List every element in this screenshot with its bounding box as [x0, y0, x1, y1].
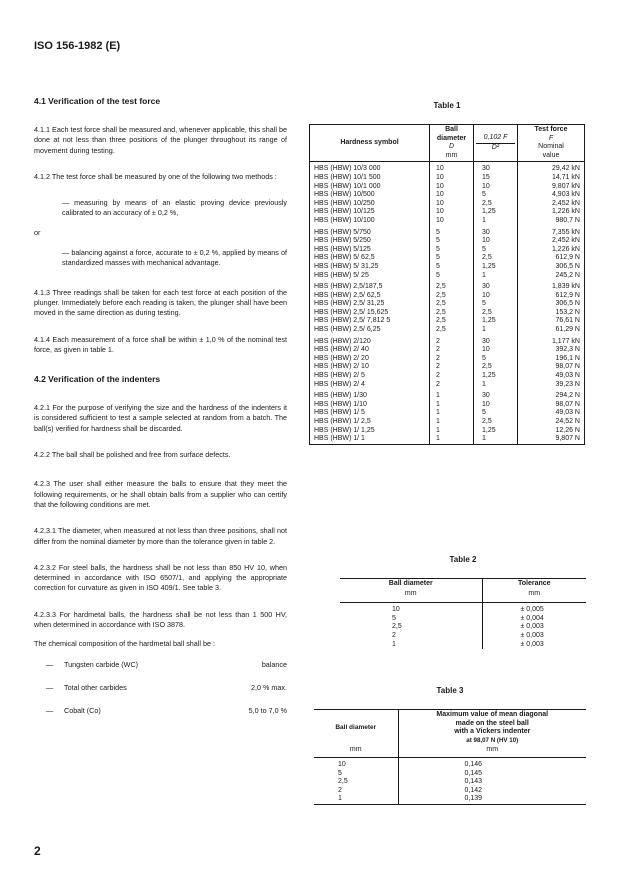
table-3-row — [314, 787, 586, 796]
table-2-header-ball-diameter: Ball diameter — [340, 579, 482, 590]
force-ratio-cell: 15 — [474, 174, 518, 183]
ball-diameter-cell: 2 — [430, 346, 474, 355]
ball-diameter-cell: 10 — [430, 183, 474, 192]
chem-dash: — — [46, 659, 54, 669]
table-1-row — [310, 309, 585, 318]
hardness-symbol-cell: HBS (HBW) 10/250 — [310, 200, 430, 209]
ball-diameter-cell: 2,5 — [314, 778, 398, 787]
force-ratio-cell: 10 — [474, 346, 518, 355]
force-ratio-cell: 1 — [474, 435, 518, 444]
hardness-symbol-cell: HBS (HBW) 10/3 000 — [310, 162, 430, 174]
ball-diameter-cell: 2 — [430, 355, 474, 364]
method-balancing-force: — balancing against a force, accurate to ± 0,2 %, applied by means of standardized masses with mechanical advantage. — [62, 248, 287, 268]
ball-diameter-cell: 5 — [430, 272, 474, 281]
chem-value: balance — [261, 659, 287, 669]
hardness-symbol-cell: HBS (HBW) 1/ 1,25 — [310, 427, 430, 436]
hardness-symbol-cell: HBS (HBW) 5/ 62,5 — [310, 254, 430, 263]
test-force-cell: 29,42 kN — [518, 162, 585, 174]
table-2-body — [340, 603, 586, 649]
table-2-row — [340, 632, 586, 641]
force-ratio-cell: 10 — [474, 237, 518, 246]
ball-diameter-cell: 2,5 — [430, 309, 474, 318]
table-1-row — [310, 292, 585, 301]
max-diagonal-cell: 0,145 — [464, 769, 483, 777]
hardness-symbol-cell: HBS (HBW) 5/750 — [310, 226, 430, 238]
max-header-line: made on the steel ball — [455, 719, 529, 727]
ball-diameter-cell: 10 — [430, 208, 474, 217]
table-2-unit-tolerance: mm — [482, 590, 586, 603]
table-2-row — [340, 641, 586, 650]
force-ratio-cell: 30 — [474, 335, 518, 347]
force-ratio-cell: 1,25 — [474, 317, 518, 326]
hardness-symbol-cell: HBS (HBW) 1/10 — [310, 401, 430, 410]
test-force-cell: 196,1 N — [518, 355, 585, 364]
hardness-symbol-cell: HBS (HBW) 2/ 10 — [310, 363, 430, 372]
chem-name: Tungsten carbide (WC) — [64, 659, 139, 669]
force-ratio-cell: 2,5 — [474, 200, 518, 209]
test-force-cell: 14,71 kN — [518, 174, 585, 183]
hardness-symbol-cell: HBS (HBW) 1/ 2,5 — [310, 418, 430, 427]
ball-diameter-cell: 10 — [430, 162, 474, 174]
max-header-line: Maximum value of mean diagonal — [436, 711, 549, 718]
ball-diameter-cell: 5 — [430, 226, 474, 238]
force-header-line: Test force — [534, 126, 568, 133]
table-1-row — [310, 326, 585, 335]
test-force-cell: 61,29 N — [518, 326, 585, 335]
test-force-cell: 76,61 N — [518, 317, 585, 326]
force-ratio-cell: 30 — [474, 226, 518, 238]
ball-diameter-cell: 5 — [314, 770, 398, 779]
test-force-cell: 1,226 kN — [518, 246, 585, 255]
ball-diameter-cell: 2,5 — [340, 623, 482, 632]
max-header-line: with a Vickers indenter — [454, 728, 531, 736]
test-force-cell: 612,9 N — [518, 292, 585, 301]
test-force-cell: 306,5 N — [518, 300, 585, 309]
hardness-symbol-cell: HBS (HBW) 1/30 — [310, 389, 430, 401]
test-force-cell: 9,807 kN — [518, 183, 585, 192]
paragraph-4-1-4: 4.1.4 Each measurement of a force shall be within ± 1,0 % of the nominal test force, as given in table 1. — [34, 334, 287, 354]
tolerance-cell: ± 0,003 — [520, 640, 544, 648]
section-4-2-heading: 4.2 Verification of the indenters — [34, 374, 161, 385]
ball-header-line: diameter — [436, 134, 467, 142]
ball-diameter-cell: 2 — [430, 372, 474, 381]
table-2 — [340, 578, 586, 649]
table-3-unit-diameter: mm — [314, 746, 398, 757]
force-ratio-cell: 5 — [474, 300, 518, 309]
test-force-cell: 1,177 kN — [518, 335, 585, 347]
table-1-header-ratio — [474, 125, 518, 162]
max-diagonal-cell: 0,143 — [464, 778, 483, 786]
force-ratio-cell: 5 — [474, 246, 518, 255]
hardness-symbol-cell: HBS (HBW) 2/ 5 — [310, 372, 430, 381]
ball-diameter-cell: 2 — [314, 787, 398, 796]
table-1-row — [310, 272, 585, 281]
paragraph-4-2-3-3: 4.2.3.3 For hardmetal balls, the hardness shall be not less than 1 500 HV, when determined in accordance with ISO 3878. — [34, 609, 287, 630]
ball-diameter-cell: 1 — [340, 641, 482, 650]
table-3-row — [314, 778, 586, 787]
ball-diameter-cell: 10 — [430, 217, 474, 226]
paragraph-4-1-2: 4.1.2 The test force shall be measured by one of the following two methods : — [34, 171, 277, 181]
force-ratio-cell: 1,25 — [474, 263, 518, 272]
table-1-row — [310, 418, 585, 427]
chem-name: Cobalt (Co) — [64, 705, 101, 715]
test-force-cell: 12,26 N — [518, 427, 585, 436]
force-ratio-cell: 1 — [474, 381, 518, 390]
test-force-cell: 2,452 kN — [518, 237, 585, 246]
ball-diameter-cell: 2,5 — [430, 317, 474, 326]
table-3-header-max-diagonal — [398, 710, 586, 747]
test-force-cell: 98,07 N — [518, 401, 585, 410]
ball-diameter-cell: 10 — [430, 200, 474, 209]
method-or: or — [34, 227, 41, 237]
ball-diameter-cell: 5 — [430, 254, 474, 263]
table-1-row — [310, 226, 585, 238]
ball-header-unit: mm — [445, 151, 458, 159]
chem-name: Total other carbides — [64, 682, 127, 692]
hardness-symbol-cell: HBS (HBW) 10/1 500 — [310, 174, 430, 183]
paragraph-4-1-1: 4.1.1 Each test force shall be measured and, whenever applicable, this shall be done at not less than three positions of the plunger throughout its range of movement during testing. — [34, 125, 287, 155]
force-ratio-cell: 2,5 — [474, 363, 518, 372]
chem-dash: — — [46, 682, 54, 692]
hardness-symbol-cell: HBS (HBW) 2,5/ 31,25 — [310, 300, 430, 309]
force-ratio-cell: 2,5 — [474, 309, 518, 318]
hardness-symbol-cell: HBS (HBW) 10/125 — [310, 208, 430, 217]
method-elastic-proving-device: — measuring by means of an elastic proving device previously calibrated to an accuracy of ± 0,2 %, — [62, 198, 287, 218]
hardness-symbol-cell: HBS (HBW) 5/125 — [310, 246, 430, 255]
force-ratio-cell: 1,25 — [474, 372, 518, 381]
ball-diameter-cell: 1 — [430, 435, 474, 444]
page-number: 2 — [34, 844, 41, 858]
table-1-row — [310, 183, 585, 192]
table-2-header-tolerance: Tolerance — [517, 580, 551, 587]
ball-diameter-cell: 1 — [430, 389, 474, 401]
force-ratio-cell: 1 — [474, 217, 518, 226]
ball-diameter-cell: 2,5 — [430, 326, 474, 335]
test-force-cell: 49,03 N — [518, 409, 585, 418]
ratio-denominator: D² — [491, 143, 500, 151]
table-1-row — [310, 435, 585, 444]
table-1-row — [310, 280, 585, 292]
test-force-cell: 392,3 N — [518, 346, 585, 355]
force-ratio-cell: 2,5 — [474, 254, 518, 263]
test-force-cell: 49,03 N — [518, 372, 585, 381]
table-1-row — [310, 409, 585, 418]
hardness-symbol-cell: HBS (HBW) 2,5/187,5 — [310, 280, 430, 292]
force-ratio-cell: 2,5 — [474, 418, 518, 427]
table-3-row — [314, 757, 586, 769]
ball-diameter-cell: 1 — [430, 418, 474, 427]
ball-diameter-cell: 2 — [340, 632, 482, 641]
test-force-cell: 1,226 kN — [518, 208, 585, 217]
force-ratio-cell: 1 — [474, 326, 518, 335]
paragraph-4-2-1: 4.2.1 For the purpose of verifying the size and the hardness of the indenters it is considered sufficient to test a sample selected at random from a batch. The ball(s) verified for hardness shall be discarded. — [34, 403, 287, 433]
table-1-body — [310, 162, 585, 444]
hardness-symbol-cell: HBS (HBW) 10/500 — [310, 191, 430, 200]
ball-diameter-cell: 10 — [430, 174, 474, 183]
force-ratio-cell: 5 — [474, 355, 518, 364]
ball-diameter-cell: 2,5 — [430, 292, 474, 301]
ball-diameter-cell: 10 — [430, 191, 474, 200]
max-diagonal-cell: 0,142 — [464, 786, 483, 794]
ball-diameter-cell: 1 — [314, 795, 398, 804]
table-1-row — [310, 174, 585, 183]
left-column — [34, 96, 287, 716]
paragraph-4-2-2: 4.2.2 The ball shall be polished and free from surface defects. — [34, 450, 231, 460]
max-diagonal-cell: 0,139 — [464, 795, 483, 803]
force-ratio-cell: 1,25 — [474, 208, 518, 217]
table-1-row — [310, 401, 585, 410]
table-1-row — [310, 372, 585, 381]
test-force-cell: 2,452 kN — [518, 200, 585, 209]
paragraph-4-2-3-1: 4.2.3.1 The diameter, when measured at not less than three positions, shall not differ from the nominal diameter by more than the tolerance given in table 2. — [34, 526, 287, 546]
force-ratio-cell: 30 — [474, 162, 518, 174]
test-force-cell: 612,9 N — [518, 254, 585, 263]
tolerance-cell: ± 0,003 — [520, 631, 544, 639]
table-1-row — [310, 162, 585, 174]
table-1-row — [310, 200, 585, 209]
ball-diameter-cell: 10 — [340, 603, 482, 615]
chem-row — [34, 660, 287, 670]
force-ratio-cell: 30 — [474, 280, 518, 292]
table-1-row — [310, 335, 585, 347]
hardness-symbol-cell: HBS (HBW) 2/ 40 — [310, 346, 430, 355]
ball-diameter-cell: 5 — [430, 263, 474, 272]
test-force-cell: 4,903 kN — [518, 191, 585, 200]
table-1-header-hardness-symbol: Hardness symbol — [310, 125, 430, 162]
paragraph-4-2-3-2: 4.2.3.2 For steel balls, the hardness shall be not less than 850 HV 10, when determined in accordance with ISO 6507/1, and applying the appropriate correction for curvature as given in ISO 409/1. See table 3. — [34, 562, 287, 593]
force-ratio-cell: 10 — [474, 183, 518, 192]
ball-diameter-cell: 5 — [430, 246, 474, 255]
test-force-cell: 7,355 kN — [518, 226, 585, 238]
document-header: ISO 156-1982 (E) — [34, 40, 121, 52]
ball-diameter-cell: 1 — [430, 401, 474, 410]
ball-header-symbol: D — [448, 143, 455, 151]
chem-value: 5,0 to 7,0 % — [248, 705, 287, 715]
ball-diameter-cell: 2 — [430, 335, 474, 347]
hardness-symbol-cell: HBS (HBW) 2,5/ 62,5 — [310, 292, 430, 301]
table-3 — [314, 709, 586, 805]
test-force-cell: 39,23 N — [518, 381, 585, 390]
test-force-cell: 24,52 N — [518, 418, 585, 427]
chemical-composition-intro: The chemical composition of the hardmetal ball shall be : — [34, 639, 215, 649]
hardness-symbol-cell: HBS (HBW) 2,5/ 6,25 — [310, 326, 430, 335]
hardness-symbol-cell: HBS (HBW) 5/ 25 — [310, 272, 430, 281]
table-1-row — [310, 217, 585, 226]
chem-row — [34, 706, 287, 716]
table-3-row — [314, 795, 586, 804]
table-2-row — [340, 615, 586, 624]
table-2-title: Table 2 — [449, 555, 477, 564]
table-3-unit-max: mm — [398, 746, 586, 757]
ball-diameter-cell: 2,5 — [430, 280, 474, 292]
force-header-line: value — [542, 151, 560, 159]
chem-row — [34, 683, 287, 693]
table-3-header-ball-diameter: Ball diameter — [314, 710, 398, 747]
table-1-row — [310, 427, 585, 436]
max-diagonal-cell: 0,146 — [464, 760, 483, 768]
table-2-row — [340, 603, 586, 615]
ball-diameter-cell: 1 — [430, 409, 474, 418]
test-force-cell: 98,07 N — [518, 363, 585, 372]
chem-value: 2,0 % max. — [251, 682, 287, 692]
ball-diameter-cell: 10 — [314, 757, 398, 769]
test-force-cell: 153,2 N — [518, 309, 585, 318]
hardness-symbol-cell: HBS (HBW) 5/ 31,25 — [310, 263, 430, 272]
chem-dash: — — [46, 705, 54, 715]
table-1-row — [310, 389, 585, 401]
hardness-symbol-cell: HBS (HBW) 1/ 1 — [310, 435, 430, 444]
table-2-row — [340, 623, 586, 632]
test-force-cell: 294,2 N — [518, 389, 585, 401]
table-1-header-ball-diameter — [430, 125, 474, 162]
force-ratio-cell: 10 — [474, 292, 518, 301]
ball-diameter-cell: 2 — [430, 381, 474, 390]
table-1-row — [310, 317, 585, 326]
paragraph-4-1-3: 4.1.3 Three readings shall be taken for each test force at each position of the plunger. Immediately before each reading is taken, the plunger shall have been moved in the same direction as during testing. — [34, 287, 287, 318]
ball-diameter-cell: 5 — [340, 615, 482, 624]
paragraph-4-2-3: 4.2.3 The user shall either measure the balls to ensure that they meet the following requirements, or he shall obtain balls from a supplier who can certify that the following conditions are met. — [34, 479, 287, 509]
tolerance-cell: ± 0,003 — [520, 623, 544, 631]
force-ratio-cell: 1,25 — [474, 427, 518, 436]
section-4-1-heading: 4.1 Verification of the test force — [34, 96, 161, 106]
table-1-row — [310, 246, 585, 255]
ball-diameter-cell: 5 — [430, 237, 474, 246]
test-force-cell: 980,7 N — [518, 217, 585, 226]
force-ratio-cell: 5 — [474, 409, 518, 418]
table-1-row — [310, 381, 585, 390]
table-1-row — [310, 263, 585, 272]
table-3-body — [314, 757, 586, 804]
table-1-row — [310, 363, 585, 372]
table-1-row — [310, 346, 585, 355]
table-3-row — [314, 770, 586, 779]
ball-diameter-cell: 2,5 — [430, 300, 474, 309]
table-1-title: Table 1 — [433, 101, 461, 110]
table-1-row — [310, 237, 585, 246]
test-force-cell: 306,5 N — [518, 263, 585, 272]
table-2-unit-diameter: mm — [340, 590, 482, 603]
hardness-symbol-cell: HBS (HBW) 2,5/ 7,812 5 — [310, 317, 430, 326]
force-ratio-cell: 1 — [474, 272, 518, 281]
hardness-symbol-cell: HBS (HBW) 1/ 5 — [310, 409, 430, 418]
ball-header-line: Ball — [445, 126, 458, 133]
test-force-cell: 245,2 N — [518, 272, 585, 281]
test-force-cell: 1,839 kN — [518, 280, 585, 292]
force-ratio-cell: 10 — [474, 401, 518, 410]
test-force-cell: 9,807 N — [518, 435, 585, 444]
table-1-row — [310, 208, 585, 217]
table-3-title: Table 3 — [436, 686, 464, 695]
table-1-row — [310, 191, 585, 200]
table-1 — [309, 124, 585, 445]
hardness-symbol-cell: HBS (HBW) 2/ 20 — [310, 355, 430, 364]
table-1-row — [310, 355, 585, 364]
table-1-row — [310, 300, 585, 309]
table-1-row — [310, 254, 585, 263]
force-ratio-cell: 30 — [474, 389, 518, 401]
hardness-symbol-cell: HBS (HBW) 5/250 — [310, 237, 430, 246]
hardness-symbol-cell: HBS (HBW) 2,5/ 15,625 — [310, 309, 430, 318]
hardness-symbol-cell: HBS (HBW) 2/ 4 — [310, 381, 430, 390]
tolerance-cell: ± 0,004 — [520, 614, 544, 622]
force-header-line: Nominal — [538, 143, 564, 151]
force-header-symbol: F — [548, 134, 554, 142]
hardness-symbol-cell: HBS (HBW) 2/120 — [310, 335, 430, 347]
table-1-header-test-force — [518, 125, 585, 162]
ball-diameter-cell: 1 — [430, 427, 474, 436]
ball-diameter-cell: 2 — [430, 363, 474, 372]
ratio-numerator: 0,102 F — [476, 134, 515, 144]
force-ratio-cell: 5 — [474, 191, 518, 200]
max-header-line: at 98,07 N (HV 10) — [466, 736, 519, 744]
tolerance-cell: ± 0,005 — [520, 606, 544, 614]
hardness-symbol-cell: HBS (HBW) 10/1 000 — [310, 183, 430, 192]
hardness-symbol-cell: HBS (HBW) 10/100 — [310, 217, 430, 226]
